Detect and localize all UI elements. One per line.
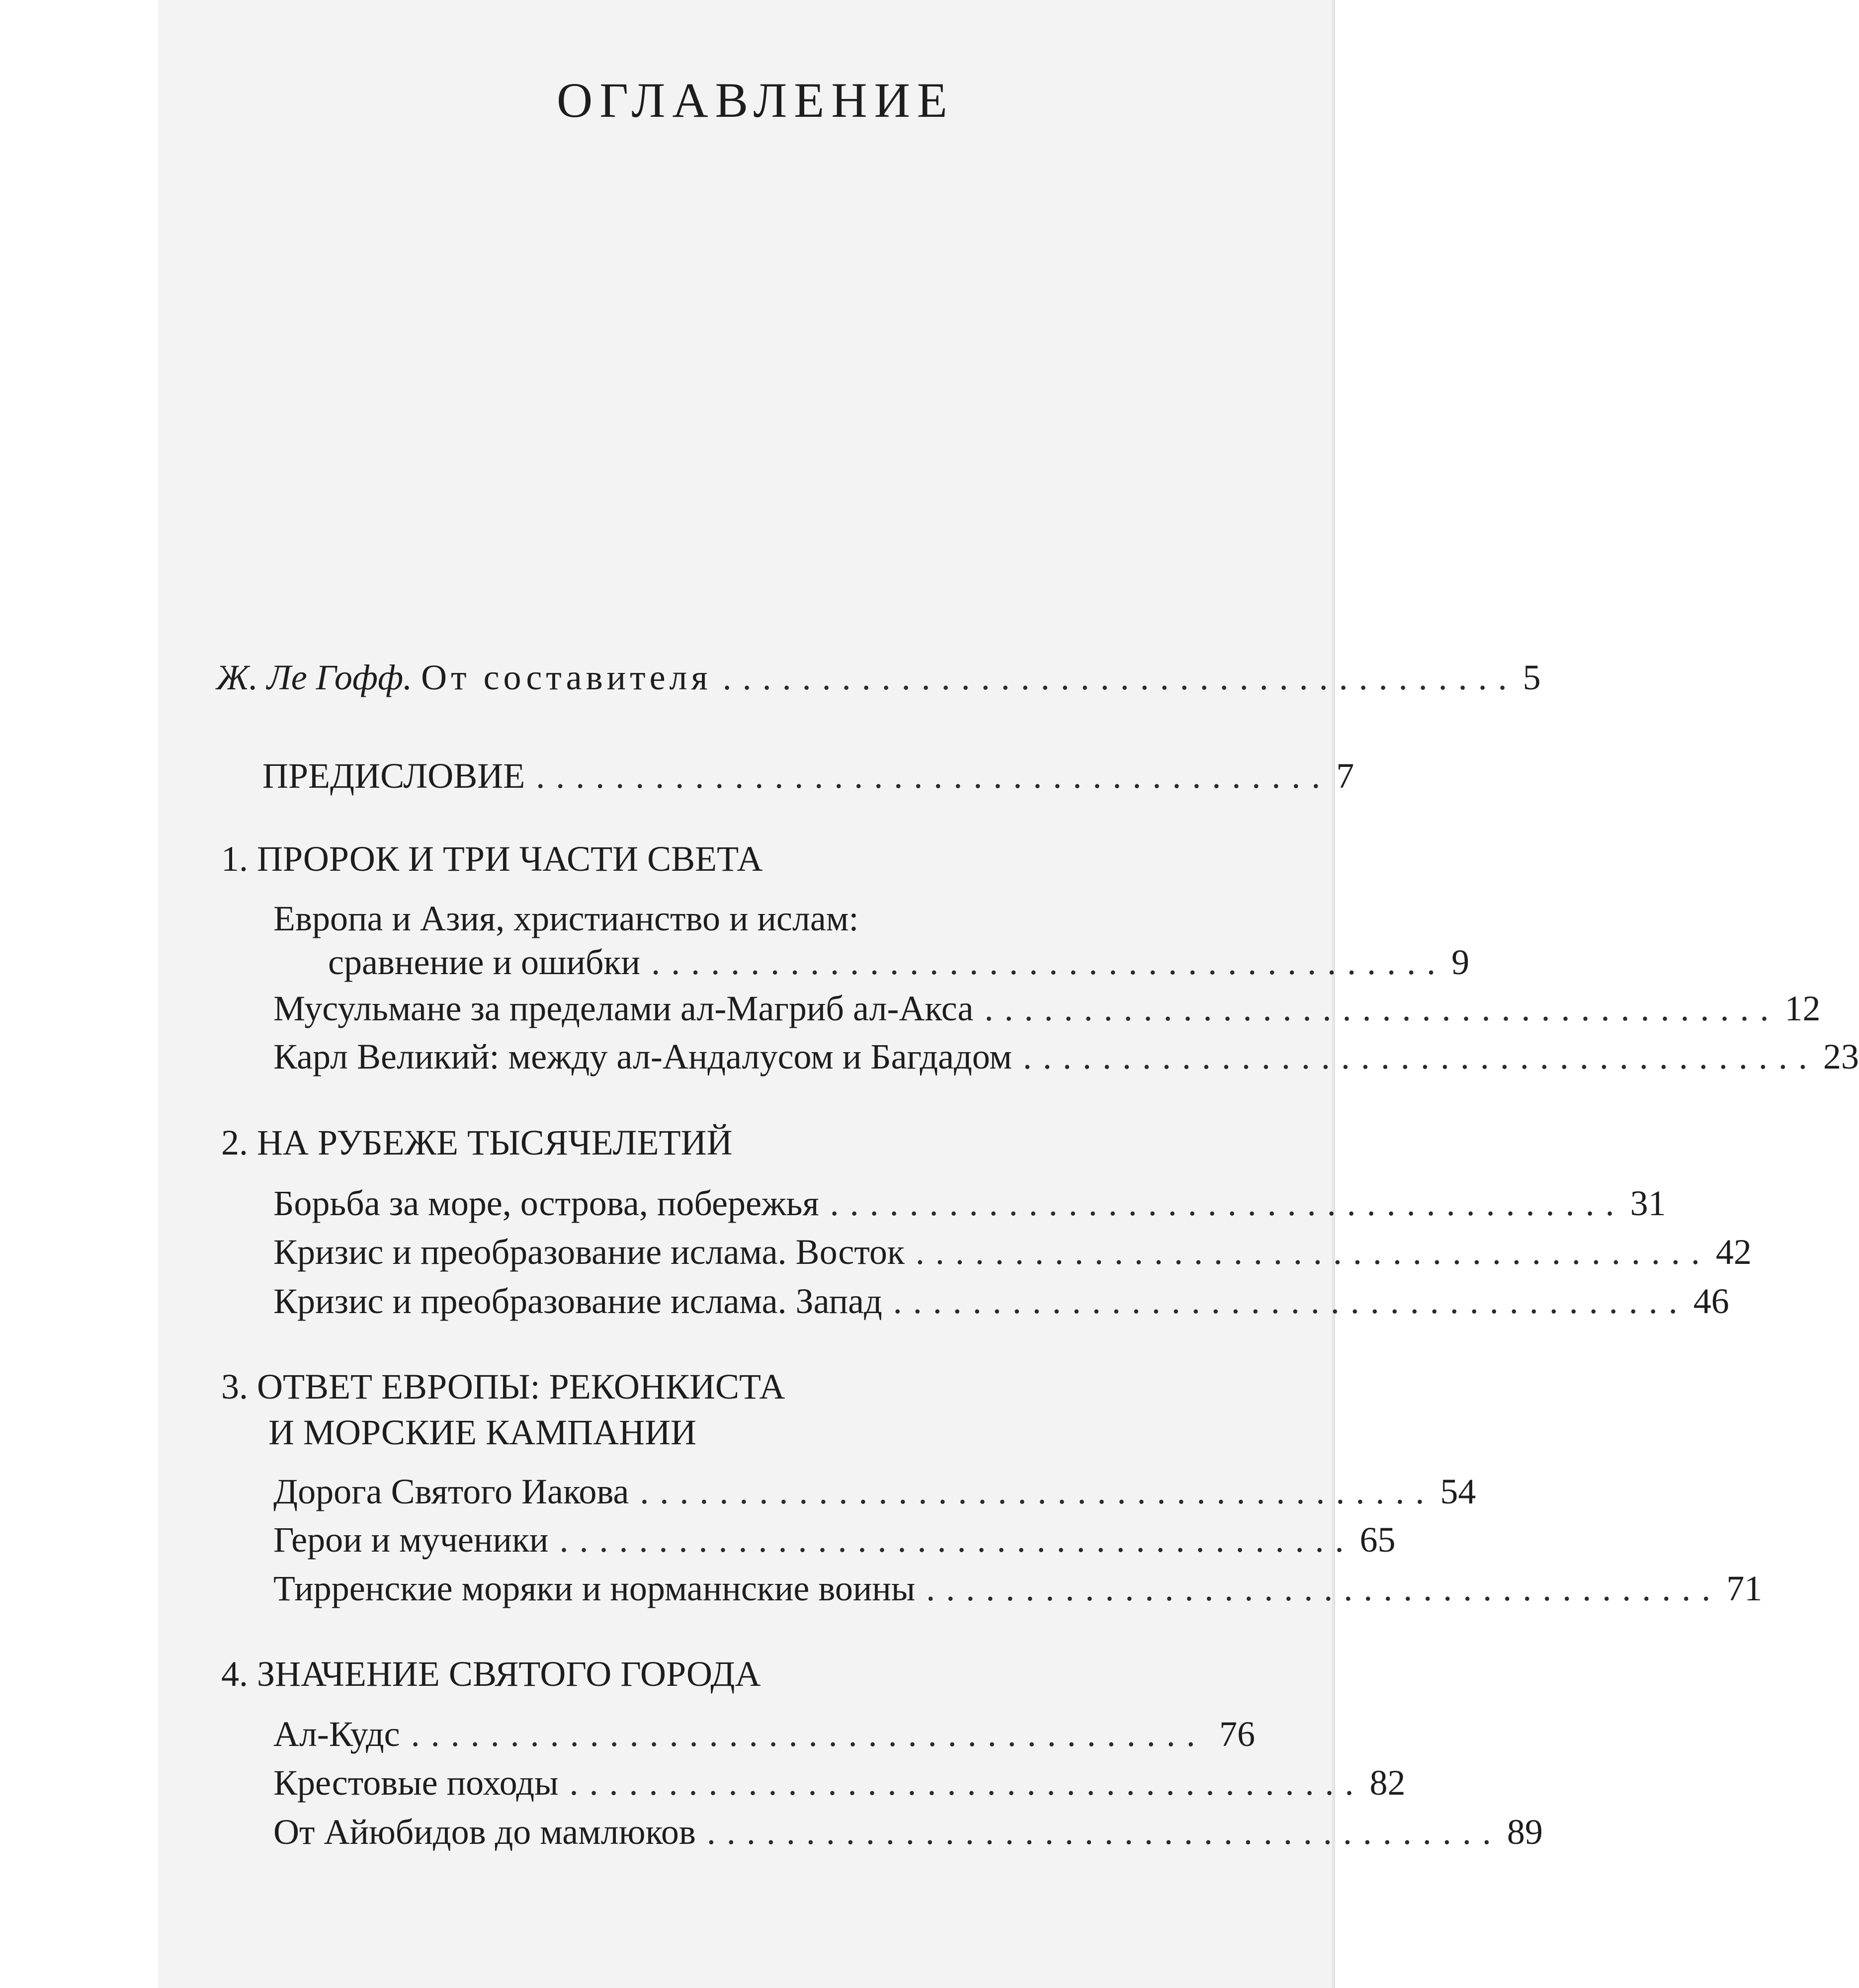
entry-title: Тирренские моряки и норманнские воины [273,1569,916,1608]
dot-leader: ........................................ [651,942,1447,982]
dot-leader: ........................................ [559,1520,1355,1560]
dot-leader: ........................................ [536,756,1332,796]
page-number: 5 [1522,658,1541,697]
entry-title: Крестовые походы [273,1763,559,1803]
entry-title: Ал-Кудс [273,1714,400,1754]
dot-leader: ........................................ [830,1183,1625,1223]
dot-leader: ........................................ [915,1232,1711,1272]
dot-leader: ........................................ [411,1714,1206,1754]
page-number: 31 [1630,1183,1666,1223]
toc-entry [273,989,1821,1028]
entry-title: От Айюбидов до мамлюков [273,1812,696,1852]
section-heading: 4. ЗНАЧЕНИЕ СВЯТОГО ГОРОДА [221,1654,761,1694]
dot-leader: ........................................ [1022,1037,1818,1077]
dot-leader: ........................................ [569,1763,1365,1803]
toc-entry [273,1472,1476,1511]
dot-leader: ........................................ [984,989,1780,1028]
dot-leader: ........................................ [722,658,1518,697]
toc-entry-preface [262,756,1354,796]
page-number: 9 [1451,942,1470,982]
entry-title: От составителя [421,658,712,697]
section-heading-line2: И МОРСКИЕ КАМПАНИИ [268,1412,696,1452]
page-number: 54 [1440,1472,1476,1511]
entry-title: Кризис и преобразование ислама. Запад [273,1281,882,1321]
page-number: 76 [1219,1714,1255,1754]
toc-entry [273,1763,1406,1803]
page-number: 65 [1359,1520,1396,1560]
page-number: 71 [1726,1569,1763,1608]
section-heading: 1. ПРОРОК И ТРИ ЧАСТИ СВЕТА [221,839,763,879]
author-name: Ж. Ле Гофф. [216,658,413,697]
dot-leader: ........................................ [893,1281,1689,1321]
entry-title: Герои и мученики [273,1520,549,1560]
toc-entry [273,1281,1729,1321]
entry-title: Карл Великий: между ал-Андалусом и Багдадом [273,1037,1012,1077]
toc-entry-title [216,660,712,695]
toc-entry [273,1569,1763,1608]
entry-title: сравнение и ошибки [328,942,641,982]
page-number: 23 [1823,1037,1859,1077]
section-heading: 3. ОТВЕТ ЕВРОПЫ: РЕКОНКИСТА [221,1367,785,1407]
page-number: 42 [1715,1232,1752,1272]
toc-entry-editor [216,658,1541,697]
page-number: 7 [1336,756,1354,796]
page-number: 82 [1369,1763,1406,1803]
entry-title-line: Европа и Азия, христианство и ислам: [273,899,859,938]
toc-entry [273,1520,1396,1560]
section-heading: 2. НА РУБЕЖЕ ТЫСЯЧЕЛЕТИЙ [221,1123,733,1162]
toc-entry [273,1812,1543,1852]
entry-title: Кризис и преобразование ислама. Восток [273,1232,905,1272]
dot-leader: ........................................ [926,1569,1722,1608]
entry-title: ПРЕДИСЛОВИЕ [262,756,525,796]
entry-title: Мусульмане за пределами ал-Магриб ал-Акса [273,989,974,1028]
page-number: 46 [1693,1281,1729,1321]
entry-title: Борьба за море, острова, побережья [273,1183,819,1223]
toc-entry [273,1716,1255,1752]
page-number: 12 [1784,989,1821,1028]
toc-entry [273,1183,1666,1223]
entry-title: Дорога Святого Иакова [273,1472,629,1511]
toc-entry [273,1232,1752,1272]
dot-leader: ........................................ [706,1812,1502,1852]
page-title: ОГЛАВЛЕНИЕ [557,73,954,128]
toc-entry [328,942,1470,982]
dot-leader: ........................................ [640,1472,1436,1511]
page-number: 89 [1507,1812,1543,1852]
toc-entry [273,1037,1859,1077]
